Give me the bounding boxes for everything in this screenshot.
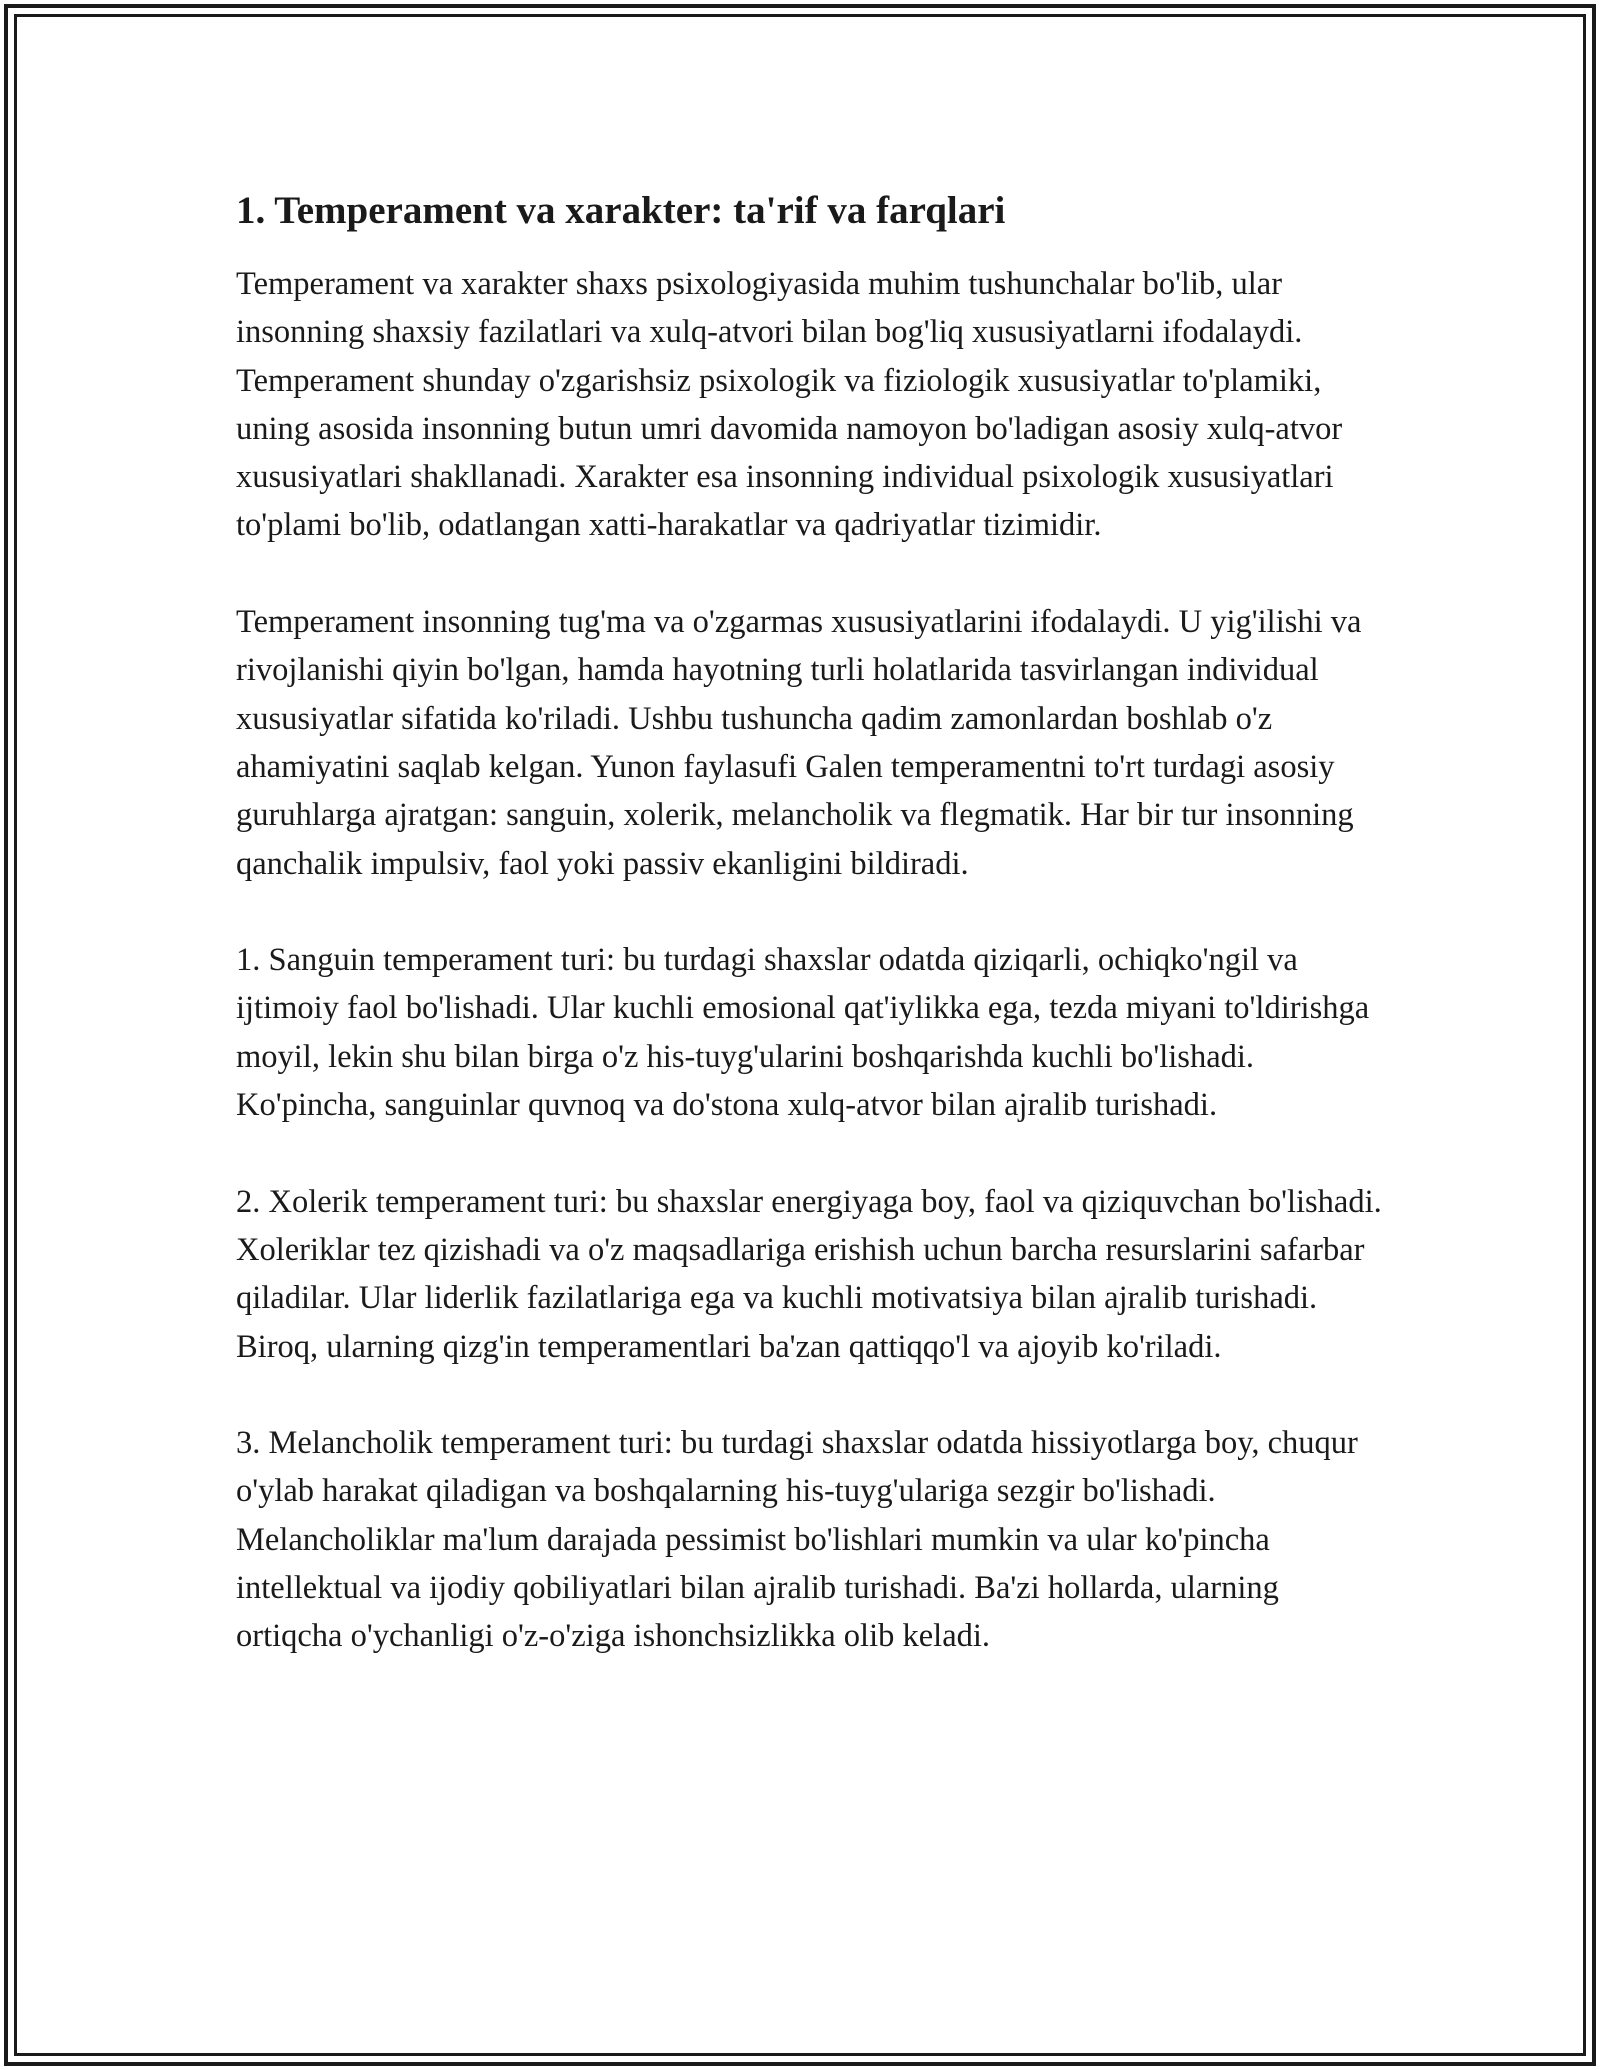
paragraph-sanguin: 1. Sanguin temperament turi: bu turdagi shaxslar odatda qiziqarli, ochiqko'ngil va ijtimoiy faol bo'lishadi. Ular kuchli emosional qat'iylikka ega, tezda miyani to'ldirishga moyil, lekin shu bilan birga o'z his-tuyg'ularini boshqarishda kuchli bo'lishadi. Ko'pincha, sanguinlar quvnoq va do'stona xulq-atvor bilan ajralib turishadi. xyxy=(236,942,1370,1124)
paragraph-xolerik: 2. Xolerik temperament turi: bu shaxslar energiyaga boy, faol va qiziquvchan bo'lishadi. Xoleriklar tez qizishadi va o'z maqsadlariga erishish uchun barcha resurslarini safarbar qiladilar. Ular liderlik fazilatlariga ega va kuchli motivatsiya bilan ajralib turishadi. Biroq, ularning qizg'in temperamentlari ba'zan qattiqqo'l va ajoyib ko'riladi. xyxy=(236,1183,1382,1365)
paragraph-melancholik: 3. Melancholik temperament turi: bu turdagi shaxslar odatda hissiyotlarga boy, chuqur o'ylab harakat qiladigan va boshqalarning his-tuyg'ulariga sezgir bo'lishadi. Melancholiklar ma'lum darajada pessimist bo'lishlari mumkin va ular ko'pincha intellektual va ijodiy qobiliyatlari bilan ajralib turishadi. Ba'zi hollarda, ularning ortiqcha o'ychanligi o'z-o'ziga ishonchsizlikka olib keladi. xyxy=(236,1425,1358,1655)
section-heading: 1. Temperament va xarakter: ta'rif va farqlari xyxy=(236,189,1006,232)
paragraph-temperament: Temperament insonning tug'ma va o'zgarmas xususiyatlarini ifodalaydi. U yig'ilishi va rivojlanishi qiyin bo'lgan, hamda hayotning turli holatlarida tasvirlangan individual xususiyatlar sifatida ko'riladi. Ushbu tushuncha qadim zamonlardan boshlab o'z ahamiyatini saqlab kelgan. Yunon faylasufi Galen temperamentni to'rt turdagi asosiy guruhlarga ajratgan: sanguin, xolerik, melancholik va flegmatik. Har bir tur insonning qanchalik impulsiv, faol yoki passiv ekanligini bildiradi. xyxy=(236,604,1362,882)
document-body xyxy=(236,186,1386,1709)
paragraph-intro: Temperament va xarakter shaxs psixologiyasida muhim tushunchalar bo'lib, ular insonning shaxsiy fazilatlari va xulq-atvori bilan bog'liq xususiyatlarni ifodalaydi. Temperament shunday o'zgarishsiz psixologik va fiziologik xususiyatlar to'plamiki, uning asosida insonning butun umri davomida namoyon bo'ladigan asosiy xulq-atvor xususiyatlari shakllanadi. Xarakter esa insonning individual psixologik xususiyatlari to'plami bo'lib, odatlangan xatti-harakatlar va qadriyatlar tizimidir. xyxy=(236,266,1343,544)
